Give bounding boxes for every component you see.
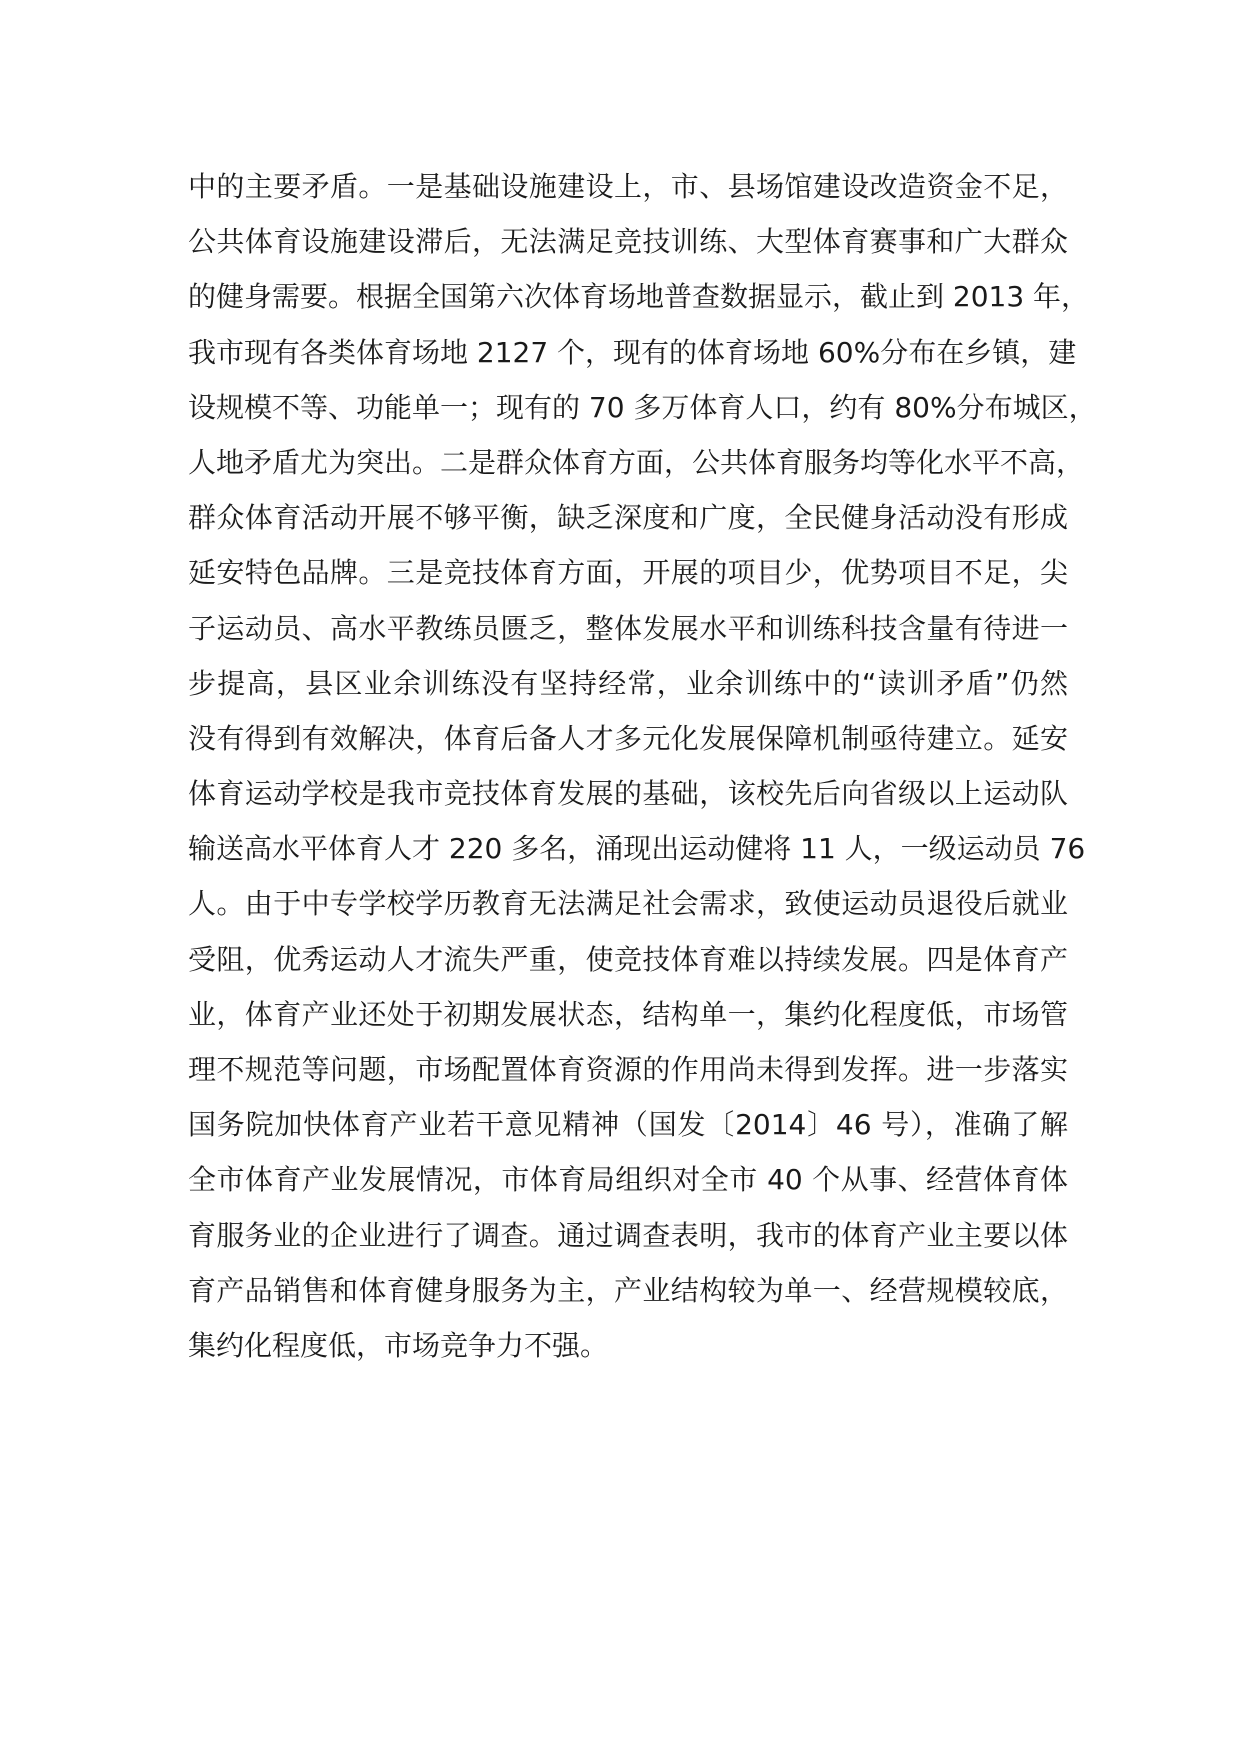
text-line: 延安特色品牌。三是竞技体育方面，开展的项目少，优势项目不足，尖 [188, 556, 1068, 590]
text-line: 的健身需要。根据全国第六次体育场地普查数据显示，截止到 2013 年， [188, 280, 1090, 314]
text-line: 步提高，县区业余训练没有坚持经常，业余训练中的“读训矛盾”仍然 [188, 666, 1068, 700]
text-line: 人地矛盾尤为突出。二是群众体育方面，公共体育服务均等化水平不高， [188, 445, 1085, 479]
text-line: 子运动员、高水平教练员匮乏，整体发展水平和训练科技含量有待进一 [188, 611, 1068, 645]
text-line: 公共体育设施建设滞后，无法满足竞技训练、大型体育赛事和广大群众 [188, 225, 1068, 259]
text-line: 体育运动学校是我市竞技体育发展的基础，该校先后向省级以上运动队 [188, 777, 1068, 811]
text-line: 输送高水平体育人才 220 多名，涌现出运动健将 11 人，一级运动员 76 [188, 832, 1086, 866]
text-line: 理不规范等问题，市场配置体育资源的作用尚未得到发挥。进一步落实 [188, 1053, 1068, 1086]
body-paragraph [188, 159, 1097, 1373]
text-line: 中的主要矛盾。一是基础设施建设上，市、县场馆建设改造资金不足， [188, 170, 1068, 203]
text-line: 全市体育产业发展情况，市体育局组织对全市 40 个从事、经营体育体 [188, 1163, 1068, 1197]
text-line: 育服务业的企业进行了调查。通过调查表明，我市的体育产业主要以体 [188, 1218, 1068, 1252]
text-line: 群众体育活动开展不够平衡，缺乏深度和广度，全民健身活动没有形成 [188, 501, 1068, 535]
text-line: 没有得到有效解决，体育后备人才多元化发展保障机制亟待建立。延安 [188, 721, 1068, 755]
text-line: 受阻，优秀运动人才流失严重，使竞技体育难以持续发展。四是体育产 [188, 942, 1068, 976]
text-line: 设规模不等、功能单一；现有的 70 多万体育人口，约有 80%分布城区， [188, 390, 1097, 424]
text-line: 人。由于中专学校学历教育无法满足社会需求，致使运动员退役后就业 [188, 887, 1068, 921]
text-line: 国务院加快体育产业若干意见精神（国发〔2014〕46 号），准确了解 [188, 1108, 1068, 1142]
text-line: 育产品销售和体育健身服务为主，产业结构较为单一、经营规模较底， [188, 1273, 1068, 1307]
text-line: 业，体育产业还处于初期发展状态，结构单一，集约化程度低，市场管 [188, 997, 1068, 1031]
text-line: 我市现有各类体育场地 2127 个，现有的体育场地 60%分布在乡镇，建 [188, 335, 1077, 369]
text-line: 集约化程度低，市场竞争力不强。 [188, 1328, 609, 1362]
